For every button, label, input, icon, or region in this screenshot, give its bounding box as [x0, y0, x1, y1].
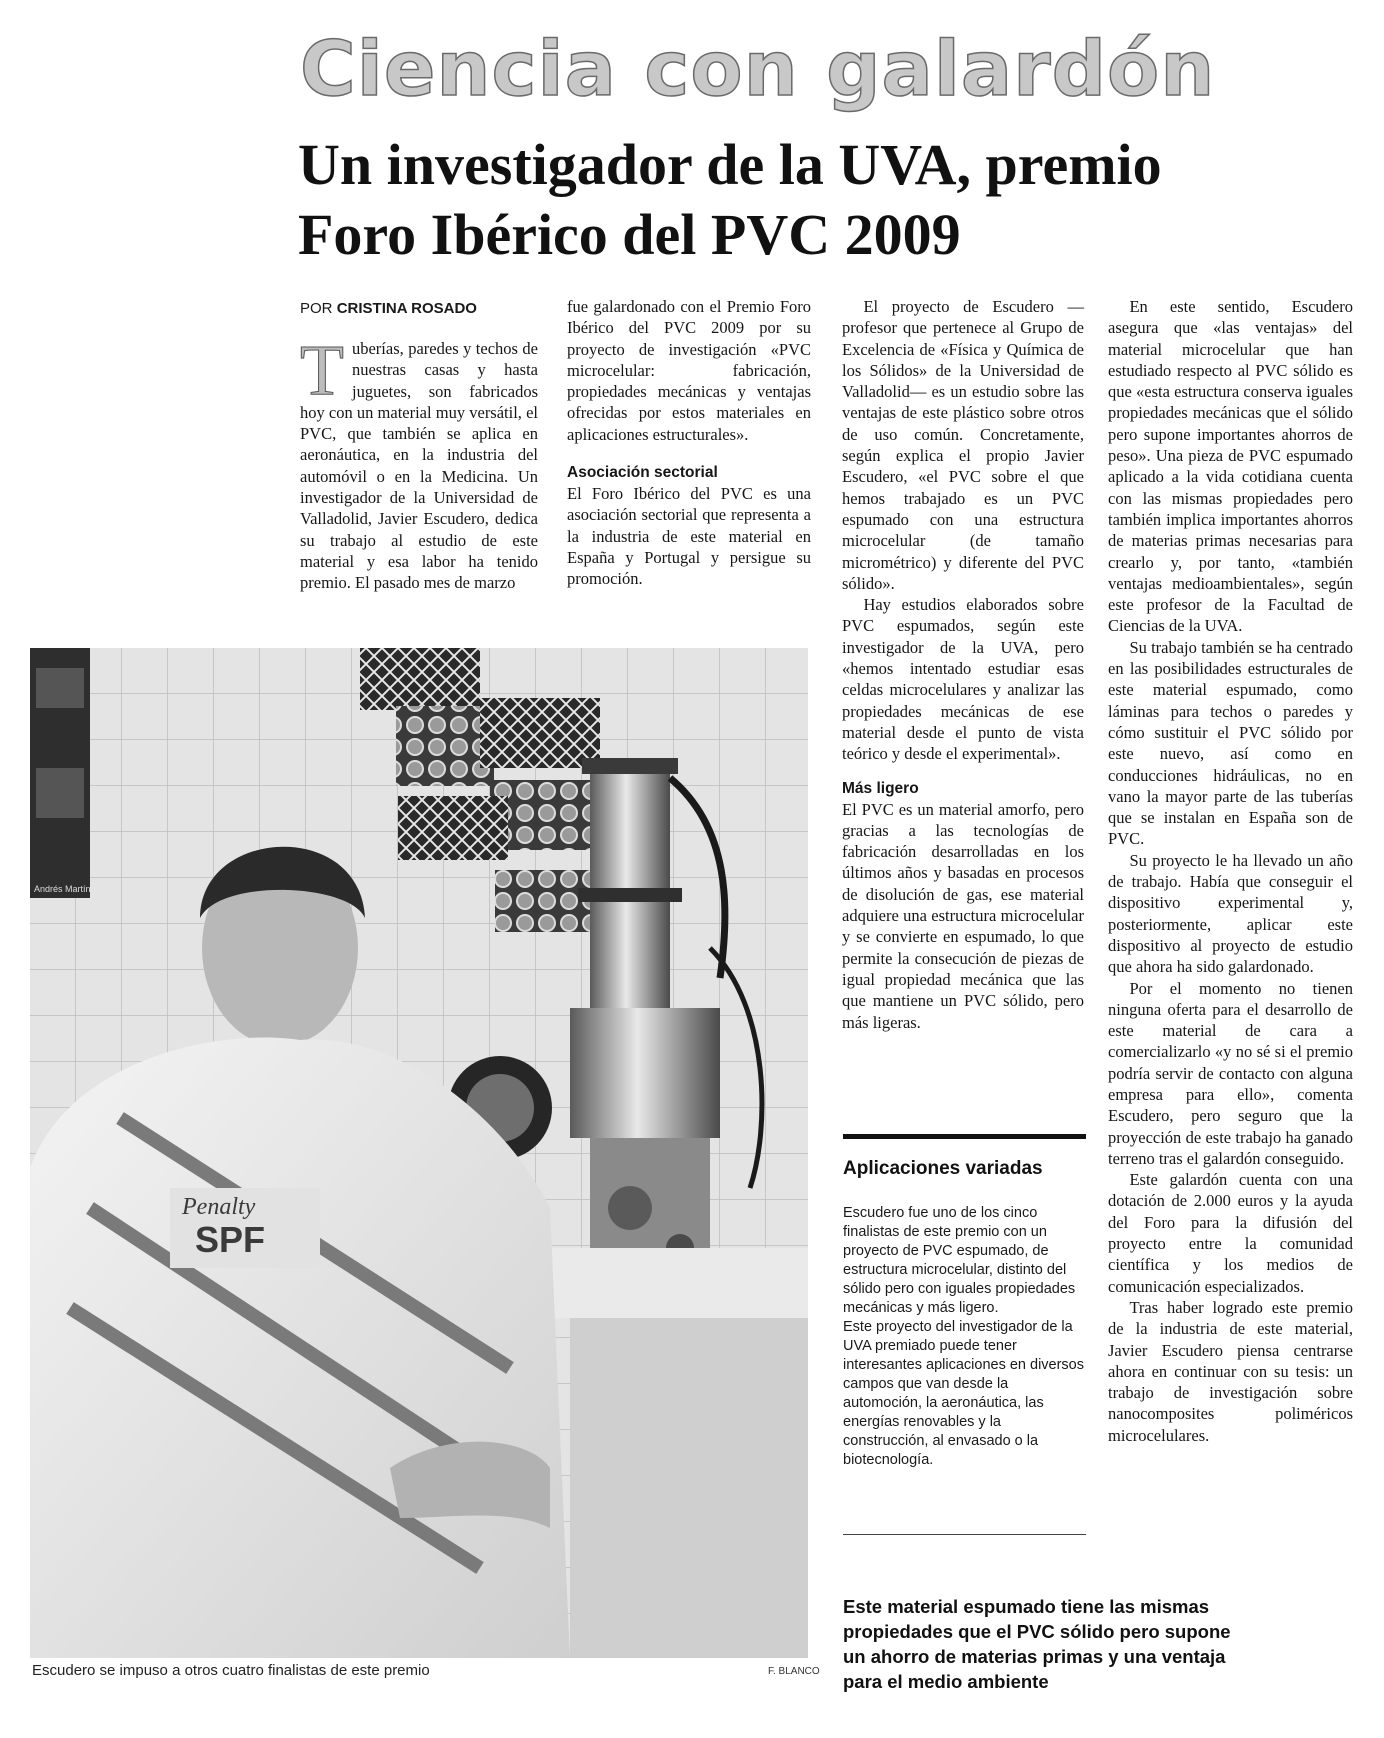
section-kicker: Ciencia con galardón [300, 24, 1216, 113]
sidebar-paragraph: Este proyecto del investigador de la UVA premiado puede tener interesantes aplicaciones en diversos campos que van desde la automoción, la aeronáutica, las energías renovables y la construcción, al envasado o la biotecnología. [843, 1319, 1084, 1468]
paragraph: Por el momento no tienen ninguna oferta para el desarrollo de este material de cara a comercializarlo «y no sé si el premio podría servir de contacto con alguna empresa para ello», comenta Escudero, pero seguro que la proyección de este trabajo ha ganado terreno tras el galardón conseguido. [1108, 978, 1353, 1168]
article-column-2 [567, 296, 811, 590]
paragraph: fue galardonado con el Premio Foro Ibérico del PVC 2009 por su proyecto de investigación «PVC microcelular: fabricación, propiedades mecánicas y ventajas ofrecidas por estos materiales en aplicaciones estructurales». [567, 297, 811, 444]
headline [298, 130, 1298, 270]
article-column-3 [842, 296, 1084, 1033]
jacket-brand-text: Penalty [182, 1194, 256, 1220]
paragraph: Hay estudios elaborados sobre PVC espumados, según este investigador de la UVA, pero «hemos intentado estudiar esas celdas microcelulares y analizar las propiedades mecánicas de ese material desde el punto de vista teórico y desde el experimental». [842, 595, 1084, 764]
sidebar-paragraph: Escudero fue uno de los cinco finalistas de este premio con un proyecto de PVC espumado, de estructura microcelular, distinto del sólido pero con iguales propiedades mecánicas y más ligero. [843, 1205, 1076, 1316]
subheading-asociacion: Asociación sectorial [567, 464, 718, 482]
article-column-1 [300, 330, 538, 594]
paragraph: El PVC es un material amorfo, pero gracias a las tecnologías de fabricación desarrolladas en los últimos años y basadas en procesos de disolución de gas, ese material adquiere una estructura microcelular y se convierte en espumado, lo que permite la consecución de piezas de igual propiedad mecánica que las que mantiene un PVC sólido, pero más ligeras. [842, 799, 1084, 1032]
paragraph: Su proyecto le ha llevado un año de trabajo. Había que conseguir el dispositivo experimental y, posteriormente, aplicar este dispositivo al proyecto de estudio que ahora ha sido galardonado. [1108, 850, 1353, 977]
paragraph: El proyecto de Escudero —profesor que pertenece al Grupo de Excelencia de «Física y Química de los Sólidos» de la Universidad de Valladolid— es un estudio sobre las ventajas de este plástico sobre otros de uso común. Concretamente, según explica el propio Javier Escudero, «el PVC sobre el que hemos trabajado es un PVC espumado con una estructura microcelular (de tamaño micrométrico) y diferente del PVC sólido». [842, 297, 1084, 593]
sidebar-body [843, 1204, 1085, 1470]
paragraph: uberías, paredes y techos de nuestras casas y hasta juguetes, son fabricados hoy con un material muy versátil, el PVC, que también se aplica en aeronáutica, en la industria del automóvil o en la Medicina. Un investigador de la Universidad de Valladolid, Javier Escudero, dedica su trabajo al estudio de este material y esa labor ha tenido premio. El pasado mes de marzo [300, 339, 538, 593]
sidebar-top-rule [843, 1134, 1086, 1139]
headline-line-1: Un investigador de la UVA, premio [298, 132, 1162, 197]
pull-quote: Este material espumado tiene las mismas propiedades que el PVC sólido pero supone un ahorro de materias primas y una ventaja para el medio ambiente [843, 1596, 1231, 1692]
photo-caption: Escudero se impuso a otros cuatro finalistas de este premio [32, 1662, 430, 1679]
subheading-mas-ligero: Más ligero [842, 779, 919, 797]
paragraph: Este galardón cuenta con una dotación de 2.000 euros y la ayuda del Foro para la difusión del proyecto entre la comunidad científica y los medios de comunicación especializados. [1108, 1170, 1353, 1296]
paragraph: Su trabajo también se ha centrado en las posibilidades estructurales de este material espumado, como láminas para techos o paredes y cómo sustituir el PVC sólido por este nuevo, así como en conducciones hidráulicas, no en vano la mayor parte de las tuberías que se instalan en España son de PVC. [1108, 637, 1353, 849]
sidebar-title: Aplicaciones variadas [843, 1158, 1043, 1179]
article-photo [30, 648, 808, 1658]
paragraph: En este sentido, Escudero asegura que «las ventajas» del material microcelular que han estudiado respecto al PVC sólido es que «esta estructura conserva iguales propiedades mecánicas que el sólido pero supone importantes ahorros de peso». Una pieza de PVC espumado aplicado a la vida cotidiana cuenta con las mismas propiedades pero también implica importantes ahorros de materias primas necesarias para crearlo y, por tanto, «también ventajas medioambientales», según este profesor de la Facultad de Ciencias de la UVA. [1108, 297, 1353, 636]
jacket-logo-text: SPF [195, 1219, 266, 1260]
wall-calendar [30, 648, 91, 898]
paragraph: El Foro Ibérico del PVC es una asociación sectorial que representa a la industria de este material en España y Portugal y persigue su promoción. [567, 484, 811, 589]
drop-cap: T [300, 330, 344, 410]
byline-prefix: POR [300, 300, 337, 317]
photo-credit: F. BLANCO [768, 1666, 820, 1677]
headline-line-2: Foro Ibérico del PVC 2009 [298, 202, 961, 267]
byline-author: CRISTINA ROSADO [336, 300, 477, 317]
calendar-label: Andrés Martín [34, 884, 91, 894]
article-column-4 [1108, 296, 1353, 1446]
sidebar-bottom-rule [843, 1534, 1086, 1535]
byline [300, 300, 477, 317]
paragraph: Tras haber logrado este premio de la industria de este material, Javier Escudero piensa centrarse ahora en continuar con su tesis: un trabajo de investigación sobre nanocomposites poliméricos microcelulares. [1108, 1297, 1353, 1445]
